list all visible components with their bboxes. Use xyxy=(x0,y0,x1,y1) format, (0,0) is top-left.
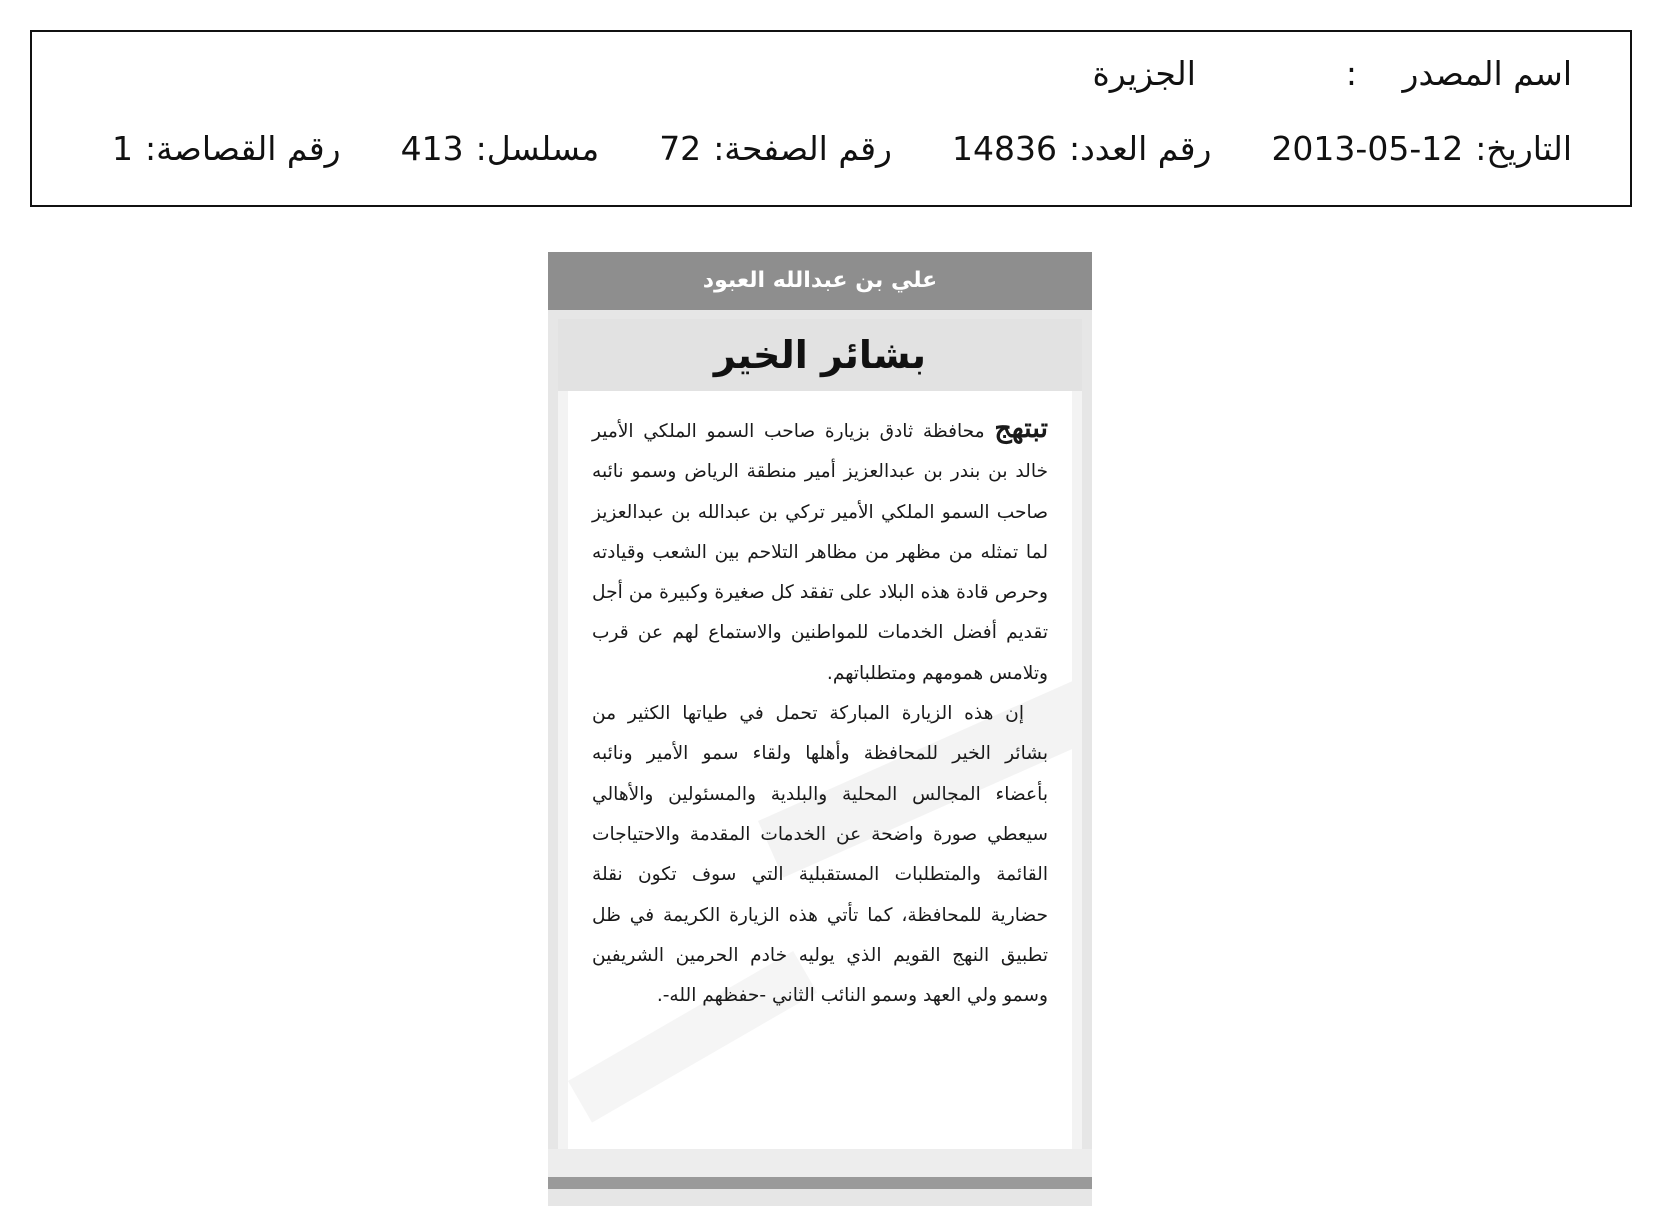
page-label: رقم الصفحة: xyxy=(713,129,892,168)
clipping-bottom-margin xyxy=(548,1149,1092,1177)
clip-number-field xyxy=(112,129,341,169)
source-value: الجزيرة xyxy=(1092,54,1196,93)
clipping-info-box xyxy=(30,30,1632,207)
title-band xyxy=(558,319,1082,391)
author-bar: علي بن عبدالله العبود xyxy=(548,252,1092,310)
article-text xyxy=(592,409,1048,1016)
metadata-row xyxy=(72,129,1572,169)
issue-value: 14836 xyxy=(952,129,1057,168)
newspaper-clipping xyxy=(548,252,1092,1206)
serial-label: مسلسل: xyxy=(475,129,600,168)
clipping-frame xyxy=(558,319,1082,1149)
serial-field xyxy=(401,129,600,169)
date-value: 2013-05-12 xyxy=(1271,129,1464,168)
article-body-panel xyxy=(568,391,1072,1149)
date-label: التاريخ: xyxy=(1475,129,1572,168)
source-row xyxy=(72,54,1572,94)
paragraph-1-text: محافظة ثادق بزيارة صاحب السمو الملكي الأمير خالد بن بندر بن عبدالعزيز أمير منطقة الرياض وسمو نائبه صاحب السمو الملكي الأمير تركي بن عبدالله بن عبدالعزيز لما تمثله من مظهر من مظاهر التلاحم بين الشعب وقيادته وحرص قادة هذه البلاد على تفقد كل صغيرة وكبيرة من أجل تقديم أفضل الخدمات للمواطنين والاستماع لهم عن قرب وتلامس همومهم ومتطلباتهم. xyxy=(592,421,1048,684)
issue-field xyxy=(952,129,1211,169)
clip-number-label: رقم القصاصة: xyxy=(145,129,341,168)
article-paragraph-1 xyxy=(592,409,1048,694)
serial-value: 413 xyxy=(400,129,464,168)
page-value: 72 xyxy=(659,129,702,168)
issue-label: رقم العدد: xyxy=(1068,129,1212,168)
clipping-bottom-rule xyxy=(548,1177,1092,1189)
article-title: بشائر الخير xyxy=(713,333,927,377)
date-field xyxy=(1271,129,1572,169)
page-field xyxy=(659,129,892,169)
article-paragraph-2: إن هذه الزيارة المباركة تحمل في طياتها الكثير من بشائر الخير للمحافظة وأهلها ولقاء سمو الأمير ونائبه بأعضاء المجالس المحلية والبلدية والمسئولين والأهالي سيعطي صورة واضحة عن الخدمات المقدمة والاحتياجات القائمة والمتطلبات المستقبلية التي سوف تكون نقلة حضارية للمحافظة، كما تأتي هذه الزيارة الكريمة في ظل تطبيق النهج القويم الذي يوليه خادم الحرمين الشريفين وسمو ولي العهد وسمو النائب الثاني -حفظهم الله-. xyxy=(592,703,1048,1007)
clip-number-value: 1 xyxy=(112,129,133,168)
source-colon: : xyxy=(1345,54,1357,93)
lead-word: تبتهج xyxy=(994,413,1048,444)
source-label: اسم المصدر xyxy=(1402,54,1572,93)
